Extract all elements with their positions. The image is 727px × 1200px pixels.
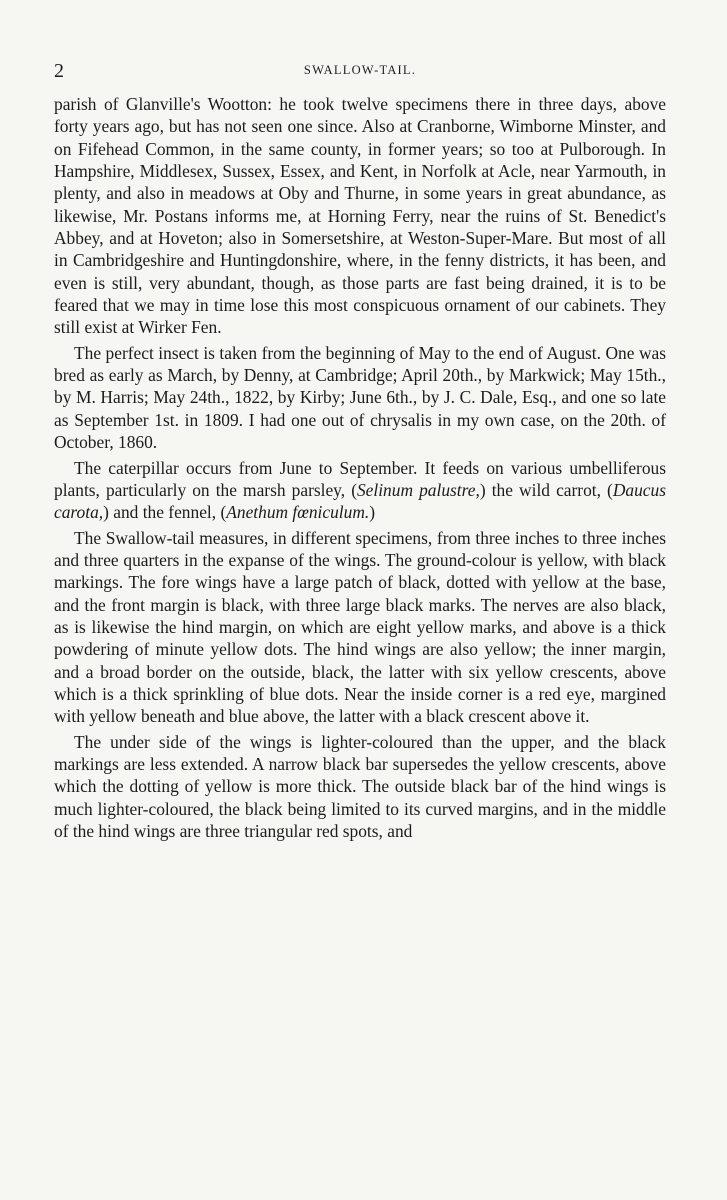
text-run: The Swallow-tail measures, in different specimens, from three inches to three inches and three quarters in the expanse of the wings. The ground-colour is yellow, with black markings. The fore wings have a large patch of black, dotted with yellow at the base, and the front margin is black, with three large black marks. The nerves are also black, as is likewise the hind margin, on which are eight yellow marks, and above is a thick powdering of minute yellow dots. The hind wings are also yellow; the inner margin, and a broad border on the outside, black, the latter with six yellow crescents, above which is a thick sprinkling of blue dots. Near the inside corner is a red eye, margined with yellow beneath and blue above, the latter with a black crescent above it.	[54, 527, 666, 727]
paragraph	[54, 527, 666, 728]
text-run: The caterpillar occurs from June to September. It feeds on various umbelliferous plants, particularly on the marsh parsley, (	[54, 457, 666, 500]
running-title: SWALLOW-TAIL.	[303, 63, 417, 77]
text-run: ) the wild carrot, (	[479, 479, 613, 500]
paragraph	[54, 342, 666, 454]
latin-name: Daucus carota,	[54, 479, 666, 523]
paragraph	[54, 93, 666, 339]
page-header	[54, 60, 666, 82]
body-text	[54, 93, 666, 845]
text-run: parish of Glanville's Wootton: he took twelve specimens there in three days, above forty years ago, but has not seen one since. Also at Cranborne, Wimborne Minster, and on Fifehead Common, in the same county, in former years; so too at Pulborough. In Hampshire, Middlesex, Sussex, Essex, and Kent, in Norfolk at Acle, near Yarmouth, in plenty, and also in meadows at Oby and Thurne, in some years in great abundance, as likewise, Mr. Postans informs me, at Horning Ferry, near the ruins of St. Benedict's Abbey, and at Hoveton; also in Somersetshire, at Weston-Super-Mare. But most of all in Cambridgeshire and Huntingdonshire, where, in the fenny districts, it has been, and even is still, very abundant, though, as those parts are fast being drained, it is to be feared that we may in time lose this most conspicuous ornament of our cabinets. They still exist at Wirker Fen.	[54, 94, 666, 338]
text-run: ) and the fennel, (	[103, 502, 227, 523]
page-number: 2	[54, 60, 64, 82]
latin-name: Selinum palustre,	[356, 479, 480, 500]
text-run: The under side of the wings is lighter-coloured than the upper, and the black markings are less extended. A narrow black bar supersedes the yellow crescents, above which the dotting of yellow is more thick. The outside black bar of the hind wings is much lighter-coloured, the black being limited to its curved margins, and in the middle of the hind wings are three triangular red spots, and	[54, 731, 666, 841]
paragraph	[54, 457, 666, 524]
latin-name: Anethum fœniculum.	[226, 502, 370, 523]
paragraph	[54, 731, 666, 843]
text-run: )	[369, 502, 376, 523]
text-run: The perfect insect is taken from the beginning of May to the end of August. One was bred as early as March, by Denny, at Cambridge; April 20th., by Markwick; May 15th., by M. Harris; May 24th., 1822, by Kirby; June 6th., by J. C. Dale, Esq., and one so late as September 1st. in 1809. I had one out of chrysalis in my own case, on the 20th. of October, 1860.	[54, 342, 666, 453]
